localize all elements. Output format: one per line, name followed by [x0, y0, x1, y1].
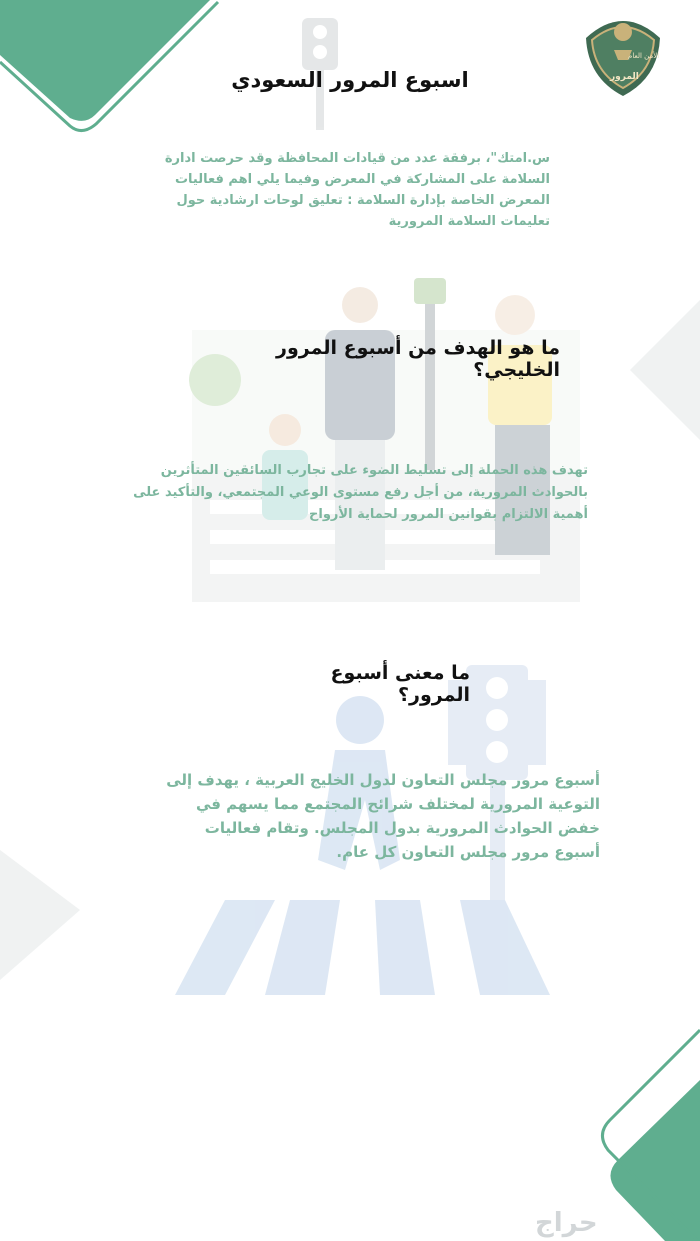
section2-line-2: بالحوادث المرورية، من أجل رفع مستوى الوعي المجتمعي، والتأكيد على: [133, 485, 588, 500]
section3-title: ما معنى أسبوع المرور؟: [330, 662, 470, 706]
crosswalk-scene-illustration: [189, 278, 580, 602]
logo-text-bottom: المرور: [610, 72, 639, 82]
corner-decoration-top-left: [0, 0, 218, 131]
section3-line-1: أسبوع مرور مجلس التعاون لدول الخليج العربية ، يهدف إلى: [166, 771, 600, 789]
section1-body: [164, 148, 550, 232]
section2-body: [118, 460, 588, 526]
section1-line-1: س.امتك"، برفقة عدد من قيادات المحافظة وقد حرصت ادارة: [164, 151, 550, 166]
section2-line-1: تهدف هذه الحملة إلى تسليط الضوء على تجارب السائقين المتأثرين: [160, 463, 588, 478]
section3-body: [150, 768, 600, 864]
logo-text-top: الأمن العام: [628, 52, 660, 60]
section2-line-3: أهمية الالتزام بقوانين المرور لحماية الأرواح: [309, 507, 588, 522]
section1-line-4: تعليمات السلامة المرورية: [388, 214, 550, 229]
section3-line-2: التوعية المرورية لمختلف شرائح المجتمع مما يسهم في: [195, 795, 600, 813]
section2-title: ما هو الهدف من أسبوع المرور الخليجي؟: [276, 337, 560, 381]
corner-decoration-bottom-right: [602, 1030, 700, 1241]
section1-line-3: المعرض الخاصة بإدارة السلامة : تعليق لوحات ارشادية حول: [176, 193, 550, 208]
section3-line-4: أسبوع مرور مجلس التعاون كل عام.: [336, 843, 600, 861]
section3-line-3: خفض الحوادث المرورية بدول المجلس. وتقام فعاليات: [204, 819, 600, 837]
watermark-logo: حراج: [535, 1208, 598, 1238]
section1-title: اسبوع المرور السعودي: [231, 68, 469, 92]
section1-line-2: السلامة على المشاركة في المعرض وفيما يلي اهم فعاليات: [174, 172, 550, 187]
